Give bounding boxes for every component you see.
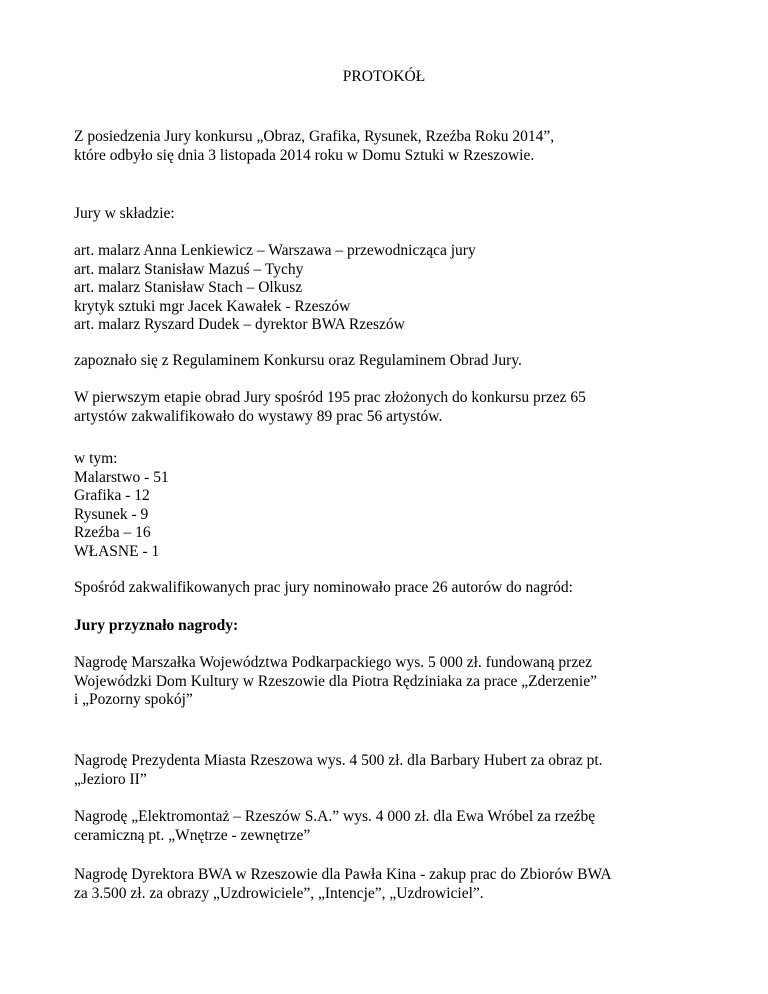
breakdown-line: Rysunek - 9 (74, 505, 149, 523)
award-item (74, 752, 734, 789)
regulations-text: zapoznało się z Regulaminem Konkursu oraz Regulaminem Obrad Jury. (74, 352, 522, 369)
breakdown-line: Malarstwo - 51 (74, 468, 169, 486)
jury-member: art. malarz Anna Lenkiewicz – Warszawa – przewodnicząca jury (74, 242, 476, 259)
regulations-paragraph (74, 352, 734, 371)
intro-paragraph (74, 128, 734, 165)
jury-member: art. malarz Stanisław Stach – Olkusz (74, 279, 303, 296)
award-item (74, 808, 734, 845)
intro-line: Z posiedzenia Jury konkursu „Obraz, Grafika, Rysunek, Rzeźba Roku 2014”, (74, 128, 555, 145)
nominations-paragraph (74, 579, 734, 598)
award-line: Nagrodę Marszałka Województwa Podkarpackiego wys. 5 000 zł. fundowaną przez (74, 654, 592, 671)
award-line: Wojewódzki Dom Kultury w Rzeszowie dla Piotra Rędziniaka za prace „Zderzenie” (74, 672, 597, 690)
first-stage-paragraph (74, 389, 734, 426)
jury-members-list (74, 242, 734, 335)
breakdown-line: Grafika - 12 (74, 487, 150, 504)
awards-heading (74, 617, 734, 636)
jury-member: art. malarz Stanisław Mazuś – Tychy (74, 260, 304, 278)
award-item (74, 654, 734, 710)
jury-member: art. malarz Ryszard Dudek – dyrektor BWA Rzeszów (74, 316, 405, 333)
document-title: PROTOKÓŁ (342, 68, 426, 85)
first-stage-line: artystów zakwalifikowało do wystawy 89 prac 56 artystów. (74, 407, 443, 425)
jury-member: krytyk sztuki mgr Jacek Kawałek - Rzeszów (74, 297, 351, 315)
breakdown-line: w tym: (74, 450, 118, 467)
award-line: Nagrodę Prezydenta Miasta Rzeszowa wys. 4 500 zł. dla Barbary Hubert za obraz pt. (74, 752, 603, 769)
award-line: „Jezioro II” (74, 770, 147, 788)
breakdown-line: WŁASNE - 1 (74, 542, 160, 560)
award-line: za 3.500 zł. za obrazy „Uzdrowiciele”, „Intencje”, „Uzdrowiciel”. (74, 884, 484, 902)
jury-heading-text: Jury w składzie: (74, 205, 175, 222)
nominations-text: Spośród zakwalifikowanych prac jury nominowało prace 26 autorów do nagród: (74, 579, 573, 596)
first-stage-line: W pierwszym etapie obrad Jury spośród 195 prac złożonych do konkursu przez 65 (74, 389, 586, 406)
jury-heading (74, 205, 734, 224)
award-line: Nagrodę Dyrektora BWA w Rzeszowie dla Pawła Kina - zakup prac do Zbiorów BWA (74, 866, 612, 883)
award-item (74, 866, 734, 903)
category-breakdown (74, 450, 734, 561)
award-line: Nagrodę „Elektromontaż – Rzeszów S.A.” wys. 4 000 zł. dla Ewa Wróbel za rzeźbę (74, 808, 596, 825)
awards-heading-text: Jury przyznało nagrody: (74, 617, 239, 634)
award-line: i „Pozorny spokój” (74, 691, 193, 708)
award-line: ceramiczną pt. „Wnętrze - zewnętrze” (74, 826, 311, 844)
breakdown-line: Rzeźba – 16 (74, 524, 151, 541)
intro-line: które odbyło się dnia 3 listopada 2014 roku w Domu Sztuki w Rzeszowie. (74, 146, 535, 164)
